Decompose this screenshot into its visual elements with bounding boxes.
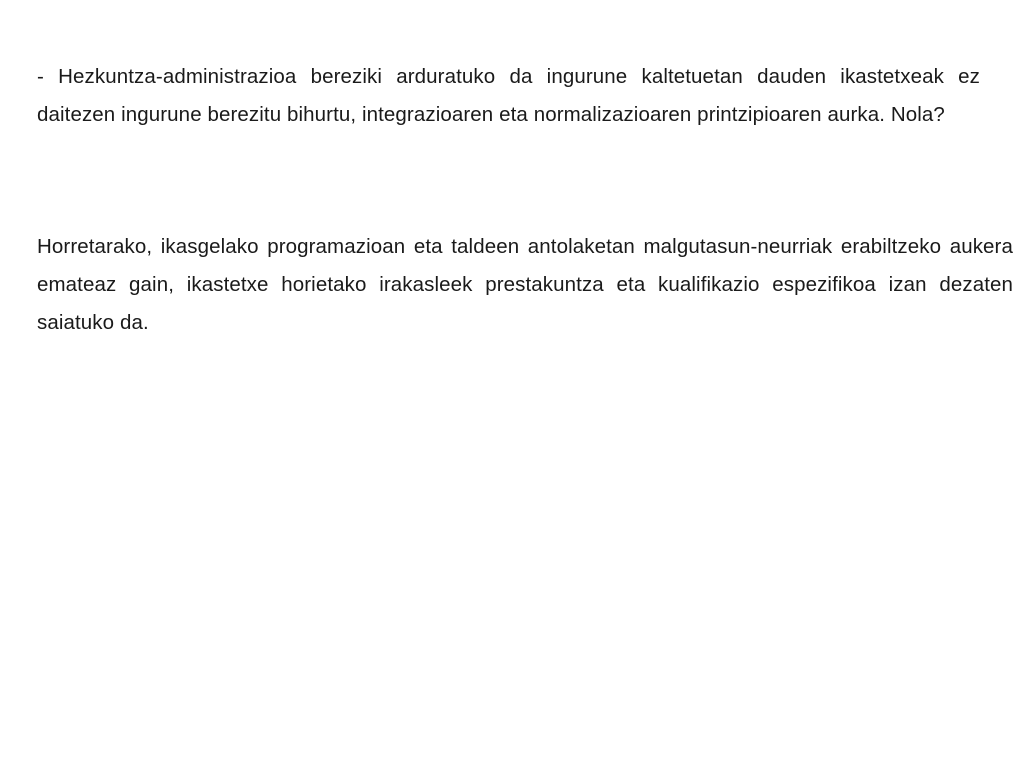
- paragraph-question: - Hezkuntza-administrazioa bereziki arduratuko da ingurune kaltetuetan dauden ikastetxeak ez daitezen ingurune berezitu bihurtu, integrazioaren eta normalizazioaren printzipioaren aurka. Nola?: [37, 65, 980, 126]
- paragraph-answer: Horretarako, ikasgelako programazioan eta taldeen antolaketan malgutasun-neurriak erabiltzeko aukera emateaz gain, ikastetxe horietako irakasleek prestakuntza eta kualifikazio espezifikoa izan dezaten saiatuko da.: [37, 235, 1013, 334]
